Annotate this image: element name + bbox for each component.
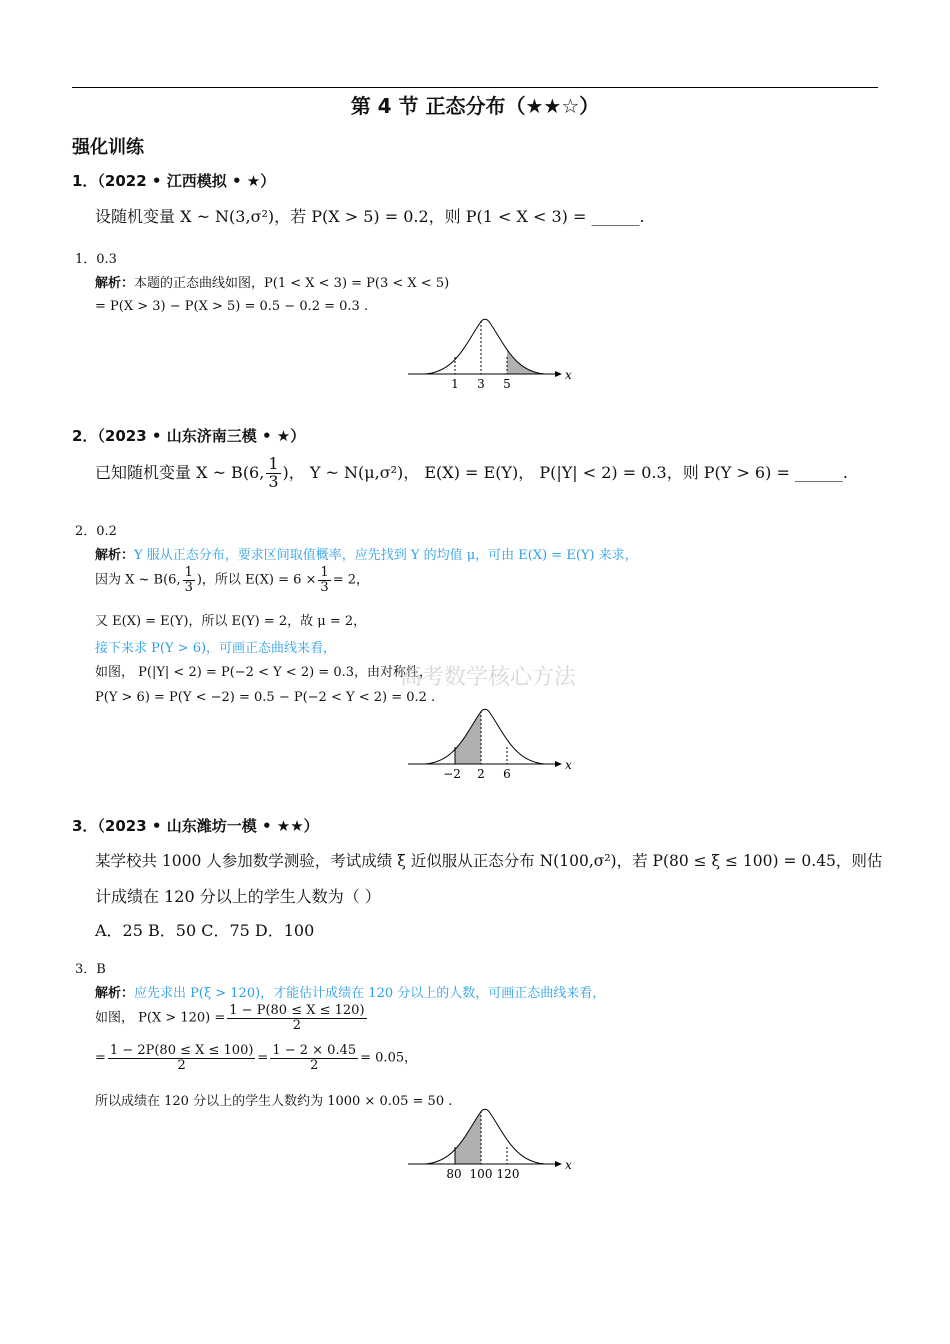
- fraction-numerator: 1 − 2 × 0.45: [272, 1043, 357, 1058]
- shaded-region: [425, 709, 545, 764]
- tick-label: 120: [496, 1167, 520, 1181]
- fraction-denominator: 2: [177, 1057, 186, 1073]
- fraction: [266, 456, 280, 491]
- fraction: [108, 1044, 256, 1072]
- watermark: 高考数学核心方法: [400, 665, 577, 690]
- analysis-text: = 2，: [332, 572, 369, 588]
- fraction: [183, 566, 195, 594]
- analysis-2-line-5: 如图， P(|Y| < 2) = P(−2 < Y < 2) = 0.3，由对称性，: [95, 665, 433, 680]
- fraction-denominator: 3: [184, 579, 193, 595]
- analysis-text: )，所以 E(X) = 6 ×: [196, 572, 317, 588]
- tick-label: 100: [469, 1167, 493, 1181]
- question-2-text: [95, 456, 848, 491]
- analysis-text: =: [95, 1050, 106, 1066]
- normal-curve-graph-3: [405, 1105, 575, 1185]
- normal-curve-graph-2: [405, 705, 575, 785]
- tick-label: −2: [443, 767, 461, 781]
- bell-curve: [425, 1109, 545, 1164]
- question-2-text-part: 已知随机变量 X ~ B(6,: [95, 462, 265, 482]
- analysis-label: 解析：: [95, 986, 135, 1001]
- x-axis-arrow: [555, 761, 562, 767]
- analysis-label: 解析：: [95, 548, 135, 563]
- question-2-header: 2．（2023 • 山东济南三模 • ★）: [72, 427, 306, 445]
- analysis-2-line-4: 接下来求 P(Y > 6)，可画正态曲线来看，: [95, 641, 337, 656]
- fraction-denominator: 2: [310, 1057, 319, 1073]
- top-rule: [72, 87, 878, 88]
- tick-label: 1: [451, 377, 459, 391]
- section-heading: 强化训练: [72, 137, 144, 158]
- analysis-3-line-1: [95, 982, 605, 1001]
- question-3-text-line-1: 某学校共 1000 人参加数学测验，考试成绩 ξ 近似服从正态分布 N(100,σ²)，若 P(80 ≤ ξ ≤ 100) = 0.45，则估: [95, 852, 883, 870]
- analysis-2-line-6: P(Y > 6) = P(Y < −2) = 0.5 − P(−2 < Y < 2) = 0.2 .: [95, 690, 436, 705]
- fraction-numerator: 1: [268, 454, 279, 473]
- analysis-2-line-1: [95, 544, 638, 563]
- analysis-text: 如图， P(X > 120) =: [95, 1010, 226, 1026]
- analysis-2-line-2: [95, 566, 369, 594]
- fraction-denominator: 3: [268, 471, 279, 491]
- fraction-denominator: 2: [292, 1017, 302, 1033]
- question-2-text-part: )， Y ~ N(μ,σ²)， E(X) = E(Y)， P(|Y| < 2) = 0.3，则 P(Y > 6) = ______.: [282, 462, 849, 482]
- question-1-text: 设随机变量 X ~ N(3,σ²)，若 P(X > 5) = 0.2，则 P(1 < X < 3) = ______.: [95, 207, 645, 226]
- x-axis-arrow: [555, 371, 562, 377]
- axis-label-x: x: [565, 368, 572, 382]
- analysis-text: 因为 X ~ B(6,: [95, 572, 181, 588]
- analysis-3-line-4: 所以成绩在 120 分以上的学生人数约为 1000 × 0.05 = 50 .: [95, 1094, 453, 1109]
- fraction: [227, 1004, 366, 1032]
- tick-label: 80: [446, 1167, 462, 1181]
- fraction: [318, 566, 330, 594]
- fraction-numerator: 1: [184, 565, 193, 580]
- x-axis-arrow: [555, 1161, 562, 1167]
- axis-label-x: x: [565, 1158, 572, 1172]
- fraction-numerator: 1: [320, 565, 329, 580]
- fraction: [270, 1044, 358, 1072]
- shaded-region: [425, 1109, 545, 1164]
- analysis-3-line-3: [95, 1044, 417, 1072]
- page-title: 第 4 节 正态分布（★★☆）: [350, 94, 600, 118]
- analysis-3-line-2: [95, 1004, 369, 1032]
- bell-curve: [425, 709, 545, 764]
- analysis-1-line-1: [95, 272, 449, 291]
- analysis-hint: 应先求出 P(ξ > 120)，才能估计成绩在 120 分以上的人数，可画正态曲线来看，: [134, 986, 606, 1001]
- normal-curve-graph-1: [405, 315, 575, 395]
- analysis-text: =: [257, 1050, 269, 1066]
- analysis-text: = 0.05，: [360, 1050, 418, 1066]
- analysis-hint: Y 服从正态分布，要求区间取值概率，应先找到 Y 的均值 μ，可由 E(X) = E(Y) 来求，: [134, 548, 638, 563]
- analysis-2-line-3: 又 E(X) = E(Y)，所以 E(Y) = 2，故 μ = 2，: [95, 614, 367, 629]
- question-3-header: 3．（2023 • 山东潍坊一模 • ★★）: [72, 817, 319, 835]
- answer-2: 2．0.2: [75, 524, 117, 539]
- axis-label-x: x: [565, 758, 572, 772]
- question-3-options: A．25 B．50 C．75 D．100: [95, 921, 315, 940]
- tick-label: 3: [477, 377, 485, 391]
- answer-1: 1．0.3: [75, 252, 117, 267]
- tick-label: 6: [503, 767, 511, 781]
- fraction-numerator: 1 − P(80 ≤ X ≤ 120): [229, 1003, 365, 1018]
- answer-3: 3．B: [75, 962, 106, 977]
- analysis-label: 解析：: [95, 276, 135, 291]
- tick-label: 5: [503, 377, 511, 391]
- fraction-denominator: 3: [320, 579, 329, 595]
- question-1-header: 1．（2022 • 江西模拟 • ★）: [72, 172, 276, 190]
- question-3-text-line-2: 计成绩在 120 分以上的学生人数为（ ）: [95, 887, 381, 906]
- analysis-1-line-2: = P(X > 3) − P(X > 5) = 0.5 − 0.2 = 0.3 .: [95, 299, 369, 314]
- tick-label: 2: [477, 767, 485, 781]
- shaded-tail-region: [425, 319, 545, 374]
- fraction-numerator: 1 − 2P(80 ≤ X ≤ 100): [109, 1043, 254, 1058]
- bell-curve: [425, 319, 545, 374]
- analysis-text: 本题的正态曲线如图，P(1 < X < 3) = P(3 < X < 5): [134, 276, 450, 291]
